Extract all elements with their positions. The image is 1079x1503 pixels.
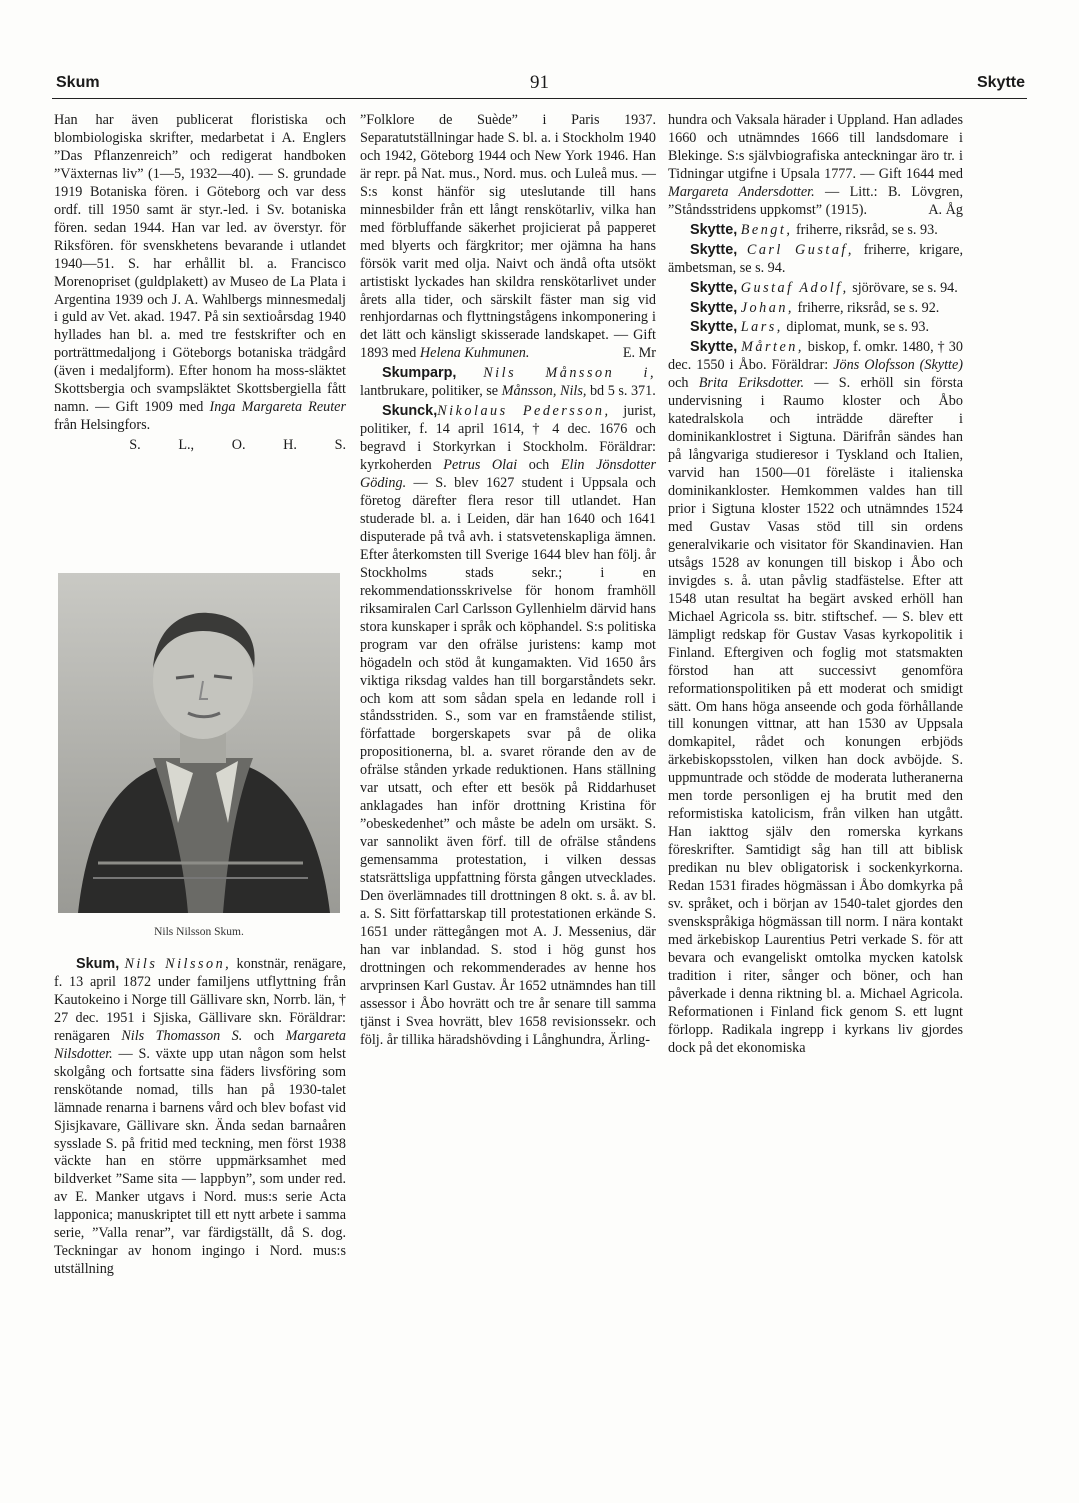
entry-signature: S. L., O. H. S. [129,437,347,454]
page-number: 91 [530,72,549,93]
skum-entry-continued: ”Folklore de Suède” i Paris 1937. Separatutställningar hade S. bl. a. i Stockholm 1940 och 1942, Göteborg 1944 och New York 1946. Han är repr. på Nat. mus., Nord. mus. och Luleå mus. — S:s konst hänför sig uteslutande till hans minnesbilder från ett långt renskötarliv, vilka han med förbluffande säkerhet projicierat på papperet med blyerts och färgkritor; mer ojämna ha hans försök varit med olja. Naivt och ändå ofta utsökt artistiskt lyckades han skildra renskötarlivet under årets alla tider, och särskilt fäster man sig vid renhjordarnas och flyttningstågens inkomponering i det lätt och känsligt skisserade landskapet. — Gift 1893 med Helena Kuhmunen. E. Mr [360,112,656,362]
column-3 [668,112,963,1060]
headword: Skytte, [690,339,738,356]
running-header [52,70,1027,99]
header-right-keyword: Skytte [976,74,1025,91]
headword: Skytte, [690,299,738,316]
person-name: Nils Nilsson, [124,956,232,972]
headword: Skytte, [690,241,738,258]
photo-caption: Nils Nilsson Skum. [154,926,244,938]
spouse-name: Inga Margareta Reuter [209,399,346,416]
skytte-marten-entry: Skytte, Mårten, biskop, f. omkr. 1480, † 30 dec. 1550 i Åbo. Föräldrar: Jöns Olofsson (Skytte) och Brita Eriksdotter. — S. erhöll sin första undervisning i Raumo kloster och Åbo katedralskola och inträdde därefter i dominikanklostret i Sigtuna. Därifrån sändes han på långvariga studieresor i Tyskland och Italien, varvid han 1500—01 föreläste i italienska dominikankloster. Hemkommen valdes han till prior i Sigtuna kloster 1522 och utnämndes 1524 med Gustav Vasas stöd till sin ordens generalvikarie och visitator för Skandinavien. Han utsågs 1528 av konungen till biskop i Åbo och invigdes s. å. utan påvlig stadfästelse. Efter att 1548 utan resultat ha begärt avsked erhöll han Michael Agricola ss. bitr. stiftschef. — S. blev ett lämpligt redskap för Gustav Vasas kyrkopolitik i Finland. Eftergiven och foglig mot statsmakten förstod han att successivt genomföra reformationspolitiken på ett moderat och smidigt sätt. Om hans höga anseende och goda förhållande till konungen vittnar, att han 1530 av Uppsala domkapitel, rådet och konungen erbjöds ärkebiskopsstolen, vilken han dock avböjde. S. uppmuntrade och stödde de moderata lutheranerna men torde personligen ej ha brutit med den reformistiska katolicism, från vilken han utgått. Han iakttog själv den romerska kyrkans föreskrifter. Samtidigt såg han till att biblisk predikan nu blev obligatorisk i sockenkyrkorna. Redan 1531 firades högmässan i Åbo domkyrka på sv. språket, och i början av 1540-talet gjordes den svenskspråkiga högmässan till norm. I nära kontakt med ärkebiskop Laurentius Petri verkade S. för att bevara och evangeliskt omtolka mycken katolsk tradition i riter, sånger och böner, och han påverkade i denna riktning bl. a. Michael Agricola. Reformationen i Finland fick genom S. ett lugnt förlopp. Radikala ingrepp i kyrkans liv gjordes dock på det ekonomiska [668,339,963,1056]
person-name: Carl Gustaf, [746,241,854,258]
skytte-ref-carl-gustaf: Skytte, Carl Gustaf, friherre, krigare, ämbetsman, se s. 94. [668,241,964,276]
headword: Skytte, [690,221,738,238]
cross-reference: Månsson, Nils, [501,383,587,400]
person-name: Mårten, [741,339,804,356]
spouse-name: Helena Kuhmunen. [419,345,530,362]
skytte-ref-lars: Skytte, Lars, diplomat, munk, se s. 93. [690,319,930,336]
skottsberg-entry-end: Han har även publicerat floristiska och blombiologiska skrifter, medarbetat i A. Englers ”Das Pflanzenreich” och redigerat handboken ”Växternas liv” (1—5, 1932—40). — S. grundade 1919 Botaniska fören. i Göteborg och var dess ordf. till 1950 samt är styr.-led. i Sv. botaniska fören. sedan 1944. Han var led. av överstyr. för Riksfören. för svenskhetens bevarande i utlandet 1940—51. S. har erhållit bl. a. Francisco Morenopriset (guldplakett) av Museo de La Plata i Argentina 1939 och J. A. Wahlbergs minnesmedalj i guld av Vet. akad. 1947. På sin sextioårsdag 1940 hyllades han bl. a. med tre festskrifter och en porträttmedaljong i Göteborgs botaniska trädgård (även i medaljform). Efter honom ha moss-släktet Skottsbergia och svampsläktet Skottsbergiella fått namn. — Gift 1909 med Inga Margareta Reuter från Helsingfors. [54,112,346,434]
person-name: Gustaf Adolf, [740,279,849,296]
column-1-top [54,112,346,455]
headword: Skunck, [382,403,438,420]
headword: Skum, [76,956,120,972]
person-name: Johan, [740,299,794,316]
skunck-entry: Skunck,Nikolaus Pedersson, jurist, politiker, f. 14 april 1614, † 4 dec. 1676 och begravd i Storkyrkan i Stockholm. Föräldrar: kyrkoherden Petrus Olai och Elin Jönsdotter Göding. — S. blev 1627 student i Uppsala och företog därefter flera resor till utlandet. Han studerade bl. a. i Leiden, där han 1640 och 1641 disputerade på två avh. i statsvetenskapliga ämnen. Efter återkomsten till Sverige 1644 blev han följ. år Stockholms stads sekr.; i en rekommendationsskrivelse för honom framhöll riksamiralen Carl Carlsson Gyllenhielm därvid hans stora kunskaper i språk och köphandel. S:s politiska program var den ofrälse juristens: kamp mot högadeln och stöd åt kungamakten. Vid 1650 års viktiga riksdag valdes han till borgarståndets sekr. och kom att som sådan spela en ledande roll i ståndsstriden. S., som var en framstående stilist, författade borgerskapets svar på de olika propositionerna, bl. a. svaret rörande den av de ofrälse stånden yrkade reduktionen. Hans ställning var utsatt, och efter ett besök på Riddarhuset anklagades han inför drottning Kristina för ”obeskedenhet” och måste be adeln om ursäkt. S. var sannolikt även förf. till de ofrälse ståndens gemensamma protestation, i vilken dessas statsrättsliga uppfattning första gången utvecklades. Den överlämnades till drottningen 8 okt. s. å. av bl. a. S. Sitt författarskap till protestationen erkände S. 1651 under rättegången mot A. J. Messenius, där han var inblandad. S. stod i hög gunst hos drottningen och rekommenderades av henne hos arvprinsen Karl Gustav. År 1652 utnämndes han till assessor i Åbo hovrätt och tre år senare till samma tjänst i Svea hovrätt, blev 1658 revisionssekr. och följ. år tillika häradshövding i Långhundra, Ärling- [360,403,656,1048]
entry-signature: E. Mr [622,345,656,362]
headword: Skumparp, [382,365,457,382]
column-1-bottom [54,956,346,1281]
person-name: Lars, [740,319,783,336]
headword: Skytte, [690,279,738,296]
header-left-keyword: Skum [56,74,100,91]
column-2 [360,112,656,1052]
portrait-photo [58,573,340,913]
entry-signature: A. Åg [928,201,963,218]
headword: Skytte, [690,319,738,336]
skytte-ref-johan: Skytte, Johan, friherre, riksråd, se s. 92. [690,299,940,316]
skum-entry: Skum, Nils Nilsson, konstnär, renägare, f. 13 april 1872 under familjens utflyttning från Kautokeino i Norge till Gällivare skn, Norrb. län, † 27 dec. 1951 i Sjiska, Gällivare skn. Föräldrar: renägaren Nils Thomasson S. och Margareta Nilsdotter. — S. växte upp utan någon som helst skolgång och fortsatte sina fäders livsföring som renskötande nomad, tills han på 1930-talet lämnade renarna i barnens vård och blev bofast vid Sjisjkavare, Gällivare skn. Ända sedan barnaåren sysslade S. på fritid med teckning, men först 1938 väckte han en större uppmärksamhet med bildverket ”Same sita — lappbyn”, som under red. av E. Manker utgavs i Nord. mus:s serie Acta lapponica; manuskriptet till ett nytt arbete i samma serie, ”Valla renar”, var färdigställt, då S. dog. Teckningar av honom ingingo i Nord. mus:s utställning [54,956,347,1278]
person-name: Nikolaus Pedersson, [437,403,611,420]
person-name: Bengt, [740,221,793,238]
skunck-entry-continued: hundra och Vaksala härader i Uppland. Han adlades 1660 och utnämndes 1666 till landsdomare i Blekinge. S:s självbiografiska anteckningar äro tr. i Tidningar utgifne i Upsala 1777. — Gift 1644 med Margareta Andersdotter. — Litt.: B. Lövgren, ”Ståndsstridens uppkomst” (1915). A. Åg [668,112,963,218]
skytte-ref-bengt: Skytte, Bengt, friherre, riksråd, se s. 93. [690,221,938,238]
skytte-ref-gustaf-adolf: Skytte, Gustaf Adolf, sjörövare, se s. 94. [690,279,958,296]
person-name: Nils Månsson i, [483,365,656,382]
skumparp-entry: Skumparp, Nils Månsson i, lantbrukare, politiker, se Månsson, Nils, bd 5 s. 371. [360,365,656,400]
